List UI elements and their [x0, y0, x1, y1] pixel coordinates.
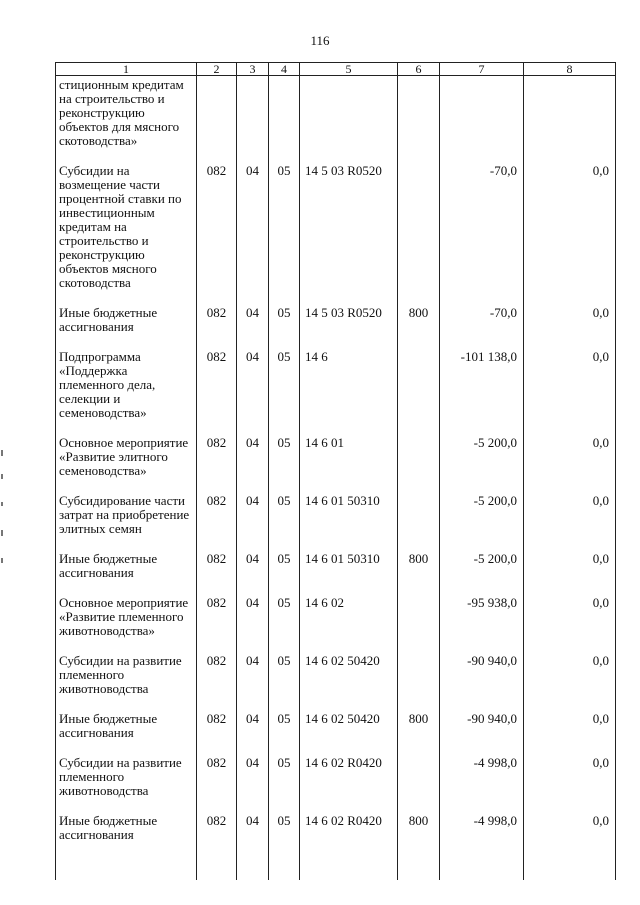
cell-col-6 — [398, 492, 440, 550]
cell-col-8 — [524, 76, 616, 163]
cell-col-5: 14 6 02 R0420 — [300, 812, 398, 856]
header-col-2: 2 — [197, 63, 237, 76]
page-number: 116 — [310, 33, 330, 48]
cell-col-3: 04 — [237, 434, 269, 492]
cell-col-4 — [269, 76, 300, 163]
cell-col-8: 0,0 — [524, 304, 616, 348]
cell-col-3: 04 — [237, 550, 269, 594]
cell-col-8: 0,0 — [524, 550, 616, 594]
cell-col-6 — [398, 754, 440, 812]
cell-col-5: 14 6 — [300, 348, 398, 434]
cell-col-8: 0,0 — [524, 348, 616, 434]
cell-col-8: 0,0 — [524, 594, 616, 652]
cell-col-4: 05 — [269, 710, 300, 754]
cell-col-3: 04 — [237, 348, 269, 434]
cell-col-3: 04 — [237, 754, 269, 812]
cell-col-7: -5 200,0 — [440, 434, 524, 492]
table-row — [56, 76, 616, 163]
cell-col-3: 04 — [237, 162, 269, 304]
cell-col-2: 082 — [197, 594, 237, 652]
table-row — [56, 304, 616, 348]
filler-cell — [197, 856, 237, 880]
header-col-1: 1 — [56, 63, 197, 76]
cell-col-1: Основное мероприятие «Развитие племенного животноводства» — [56, 594, 197, 652]
scan-margin-marks — [1, 450, 5, 570]
cell-col-5: 14 6 02 50420 — [300, 652, 398, 710]
table-body — [56, 76, 616, 881]
cell-col-2: 082 — [197, 434, 237, 492]
cell-col-3: 04 — [237, 652, 269, 710]
cell-col-8: 0,0 — [524, 492, 616, 550]
cell-col-1: Иные бюджетные ассигнования — [56, 812, 197, 856]
cell-col-2: 082 — [197, 812, 237, 856]
budget-table — [55, 62, 616, 880]
cell-col-5: 14 5 03 R0520 — [300, 304, 398, 348]
cell-col-4: 05 — [269, 304, 300, 348]
table-row — [56, 710, 616, 754]
cell-col-1: Подпрограмма «Поддержка племенного дела, селекции и семеноводства» — [56, 348, 197, 434]
filler-cell — [269, 856, 300, 880]
cell-col-6: 800 — [398, 710, 440, 754]
cell-col-3: 04 — [237, 710, 269, 754]
cell-col-7 — [440, 76, 524, 163]
filler-cell — [440, 856, 524, 880]
table-row — [56, 550, 616, 594]
cell-col-1: Иные бюджетные ассигнования — [56, 710, 197, 754]
cell-col-6 — [398, 76, 440, 163]
table-row — [56, 812, 616, 856]
cell-col-7: -5 200,0 — [440, 492, 524, 550]
table-row — [56, 492, 616, 550]
cell-col-4: 05 — [269, 492, 300, 550]
cell-col-2: 082 — [197, 754, 237, 812]
cell-col-6 — [398, 162, 440, 304]
cell-col-7: -95 938,0 — [440, 594, 524, 652]
table-row — [56, 434, 616, 492]
cell-col-6: 800 — [398, 812, 440, 856]
cell-col-1: Основное мероприятие «Развитие элитного семеноводства» — [56, 434, 197, 492]
cell-col-7: -4 998,0 — [440, 812, 524, 856]
cell-col-6: 800 — [398, 304, 440, 348]
cell-col-7: -4 998,0 — [440, 754, 524, 812]
cell-col-3: 04 — [237, 812, 269, 856]
cell-col-1: Субсидии на развитие племенного животноводства — [56, 754, 197, 812]
cell-col-2 — [197, 76, 237, 163]
cell-col-1: Иные бюджетные ассигнования — [56, 550, 197, 594]
filler-cell — [56, 856, 197, 880]
cell-col-2: 082 — [197, 710, 237, 754]
cell-col-6 — [398, 434, 440, 492]
cell-col-4: 05 — [269, 348, 300, 434]
cell-col-8: 0,0 — [524, 652, 616, 710]
cell-col-5 — [300, 76, 398, 163]
table-row — [56, 652, 616, 710]
cell-col-3: 04 — [237, 492, 269, 550]
cell-col-5: 14 6 02 R0420 — [300, 754, 398, 812]
cell-col-8: 0,0 — [524, 434, 616, 492]
filler-cell — [398, 856, 440, 880]
cell-col-2: 082 — [197, 550, 237, 594]
cell-col-2: 082 — [197, 492, 237, 550]
cell-col-8: 0,0 — [524, 754, 616, 812]
cell-col-4: 05 — [269, 434, 300, 492]
cell-col-4: 05 — [269, 162, 300, 304]
cell-col-6 — [398, 348, 440, 434]
cell-col-3 — [237, 76, 269, 163]
cell-col-8: 0,0 — [524, 710, 616, 754]
header-col-5: 5 — [300, 63, 398, 76]
cell-col-3: 04 — [237, 304, 269, 348]
cell-col-1: стиционным кредитам на строительство и реконструкцию объектов для мясного скотоводства» — [56, 76, 197, 163]
filler-cell — [300, 856, 398, 880]
table-row — [56, 594, 616, 652]
cell-col-4: 05 — [269, 812, 300, 856]
cell-col-7: -5 200,0 — [440, 550, 524, 594]
cell-col-1: Субсидии на возмещение части процентной ставки по инвестиционным кредитам на строительство и реконструкцию объектов мясного скотоводства — [56, 162, 197, 304]
header-col-3: 3 — [237, 63, 269, 76]
cell-col-2: 082 — [197, 304, 237, 348]
cell-col-7: -101 138,0 — [440, 348, 524, 434]
cell-col-6 — [398, 594, 440, 652]
cell-col-8: 0,0 — [524, 162, 616, 304]
table-header — [56, 63, 616, 76]
cell-col-5: 14 5 03 R0520 — [300, 162, 398, 304]
filler-cell — [237, 856, 269, 880]
cell-col-5: 14 6 01 — [300, 434, 398, 492]
cell-col-7: -70,0 — [440, 304, 524, 348]
cell-col-4: 05 — [269, 550, 300, 594]
cell-col-8: 0,0 — [524, 812, 616, 856]
cell-col-2: 082 — [197, 652, 237, 710]
cell-col-1: Иные бюджетные ассигнования — [56, 304, 197, 348]
table-row — [56, 348, 616, 434]
header-col-6: 6 — [398, 63, 440, 76]
table-row — [56, 162, 616, 304]
cell-col-4: 05 — [269, 754, 300, 812]
cell-col-1: Субсидирование части затрат на приобретение элитных семян — [56, 492, 197, 550]
cell-col-6 — [398, 652, 440, 710]
cell-col-2: 082 — [197, 162, 237, 304]
cell-col-3: 04 — [237, 594, 269, 652]
cell-col-2: 082 — [197, 348, 237, 434]
cell-col-7: -90 940,0 — [440, 710, 524, 754]
cell-col-6: 800 — [398, 550, 440, 594]
cell-col-5: 14 6 02 — [300, 594, 398, 652]
cell-col-7: -70,0 — [440, 162, 524, 304]
cell-col-1: Субсидии на развитие племенного животноводства — [56, 652, 197, 710]
cell-col-4: 05 — [269, 652, 300, 710]
header-col-7: 7 — [440, 63, 524, 76]
header-col-8: 8 — [524, 63, 616, 76]
cell-col-5: 14 6 01 50310 — [300, 492, 398, 550]
header-col-4: 4 — [269, 63, 300, 76]
header-row — [56, 63, 616, 76]
table-row — [56, 754, 616, 812]
cell-col-4: 05 — [269, 594, 300, 652]
cell-col-7: -90 940,0 — [440, 652, 524, 710]
cell-col-5: 14 6 01 50310 — [300, 550, 398, 594]
table-filler-row — [56, 856, 616, 880]
filler-cell — [524, 856, 616, 880]
cell-col-5: 14 6 02 50420 — [300, 710, 398, 754]
